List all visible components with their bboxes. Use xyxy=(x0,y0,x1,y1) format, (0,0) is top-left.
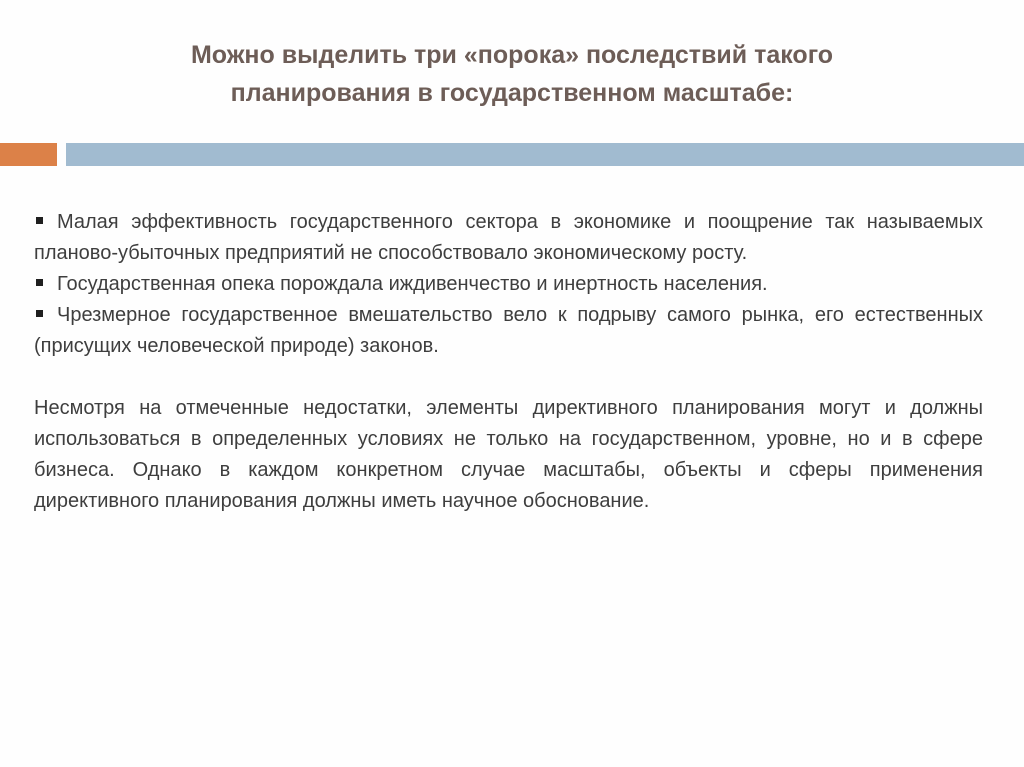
slide-content xyxy=(34,207,983,517)
slide-title xyxy=(40,36,984,112)
slide-title-line-1: Можно выделить три «порока» последствий такого xyxy=(190,41,834,69)
square-bullet-icon xyxy=(36,310,43,317)
slide-title-line-2: планирования в государственном масштабе: xyxy=(230,79,794,107)
bullet-item xyxy=(34,207,983,269)
divider-accent-orange xyxy=(0,143,57,166)
bullet-text: Государственная опека порождала иждивенчество и инертность населения. xyxy=(57,273,768,295)
bullet-text: Чрезмерное государственное вмешательство вело к подрыву самого рынка, его естественных (присущих человеческой природе) законов. xyxy=(34,304,983,357)
square-bullet-icon xyxy=(36,279,43,286)
bullet-text: Малая эффективность государственного сектора в экономике и поощрение так называемых планово-убыточных предприятий не способствовало экономическому росту. xyxy=(34,211,983,264)
divider-bar-blue xyxy=(66,143,1024,166)
bullet-item xyxy=(34,269,983,300)
square-bullet-icon xyxy=(36,217,43,224)
bullet-item xyxy=(34,300,983,362)
closing-paragraph: Несмотря на отмеченные недостатки, элементы директивного планирования могут и должны использоваться в определенных условиях не только на государственном, уровне, но и в сфере бизнеса. Однако в каждом конкретном случае масштабы, объекты и сферы применения директивного планирования должны иметь научное обоснование. xyxy=(34,397,983,512)
